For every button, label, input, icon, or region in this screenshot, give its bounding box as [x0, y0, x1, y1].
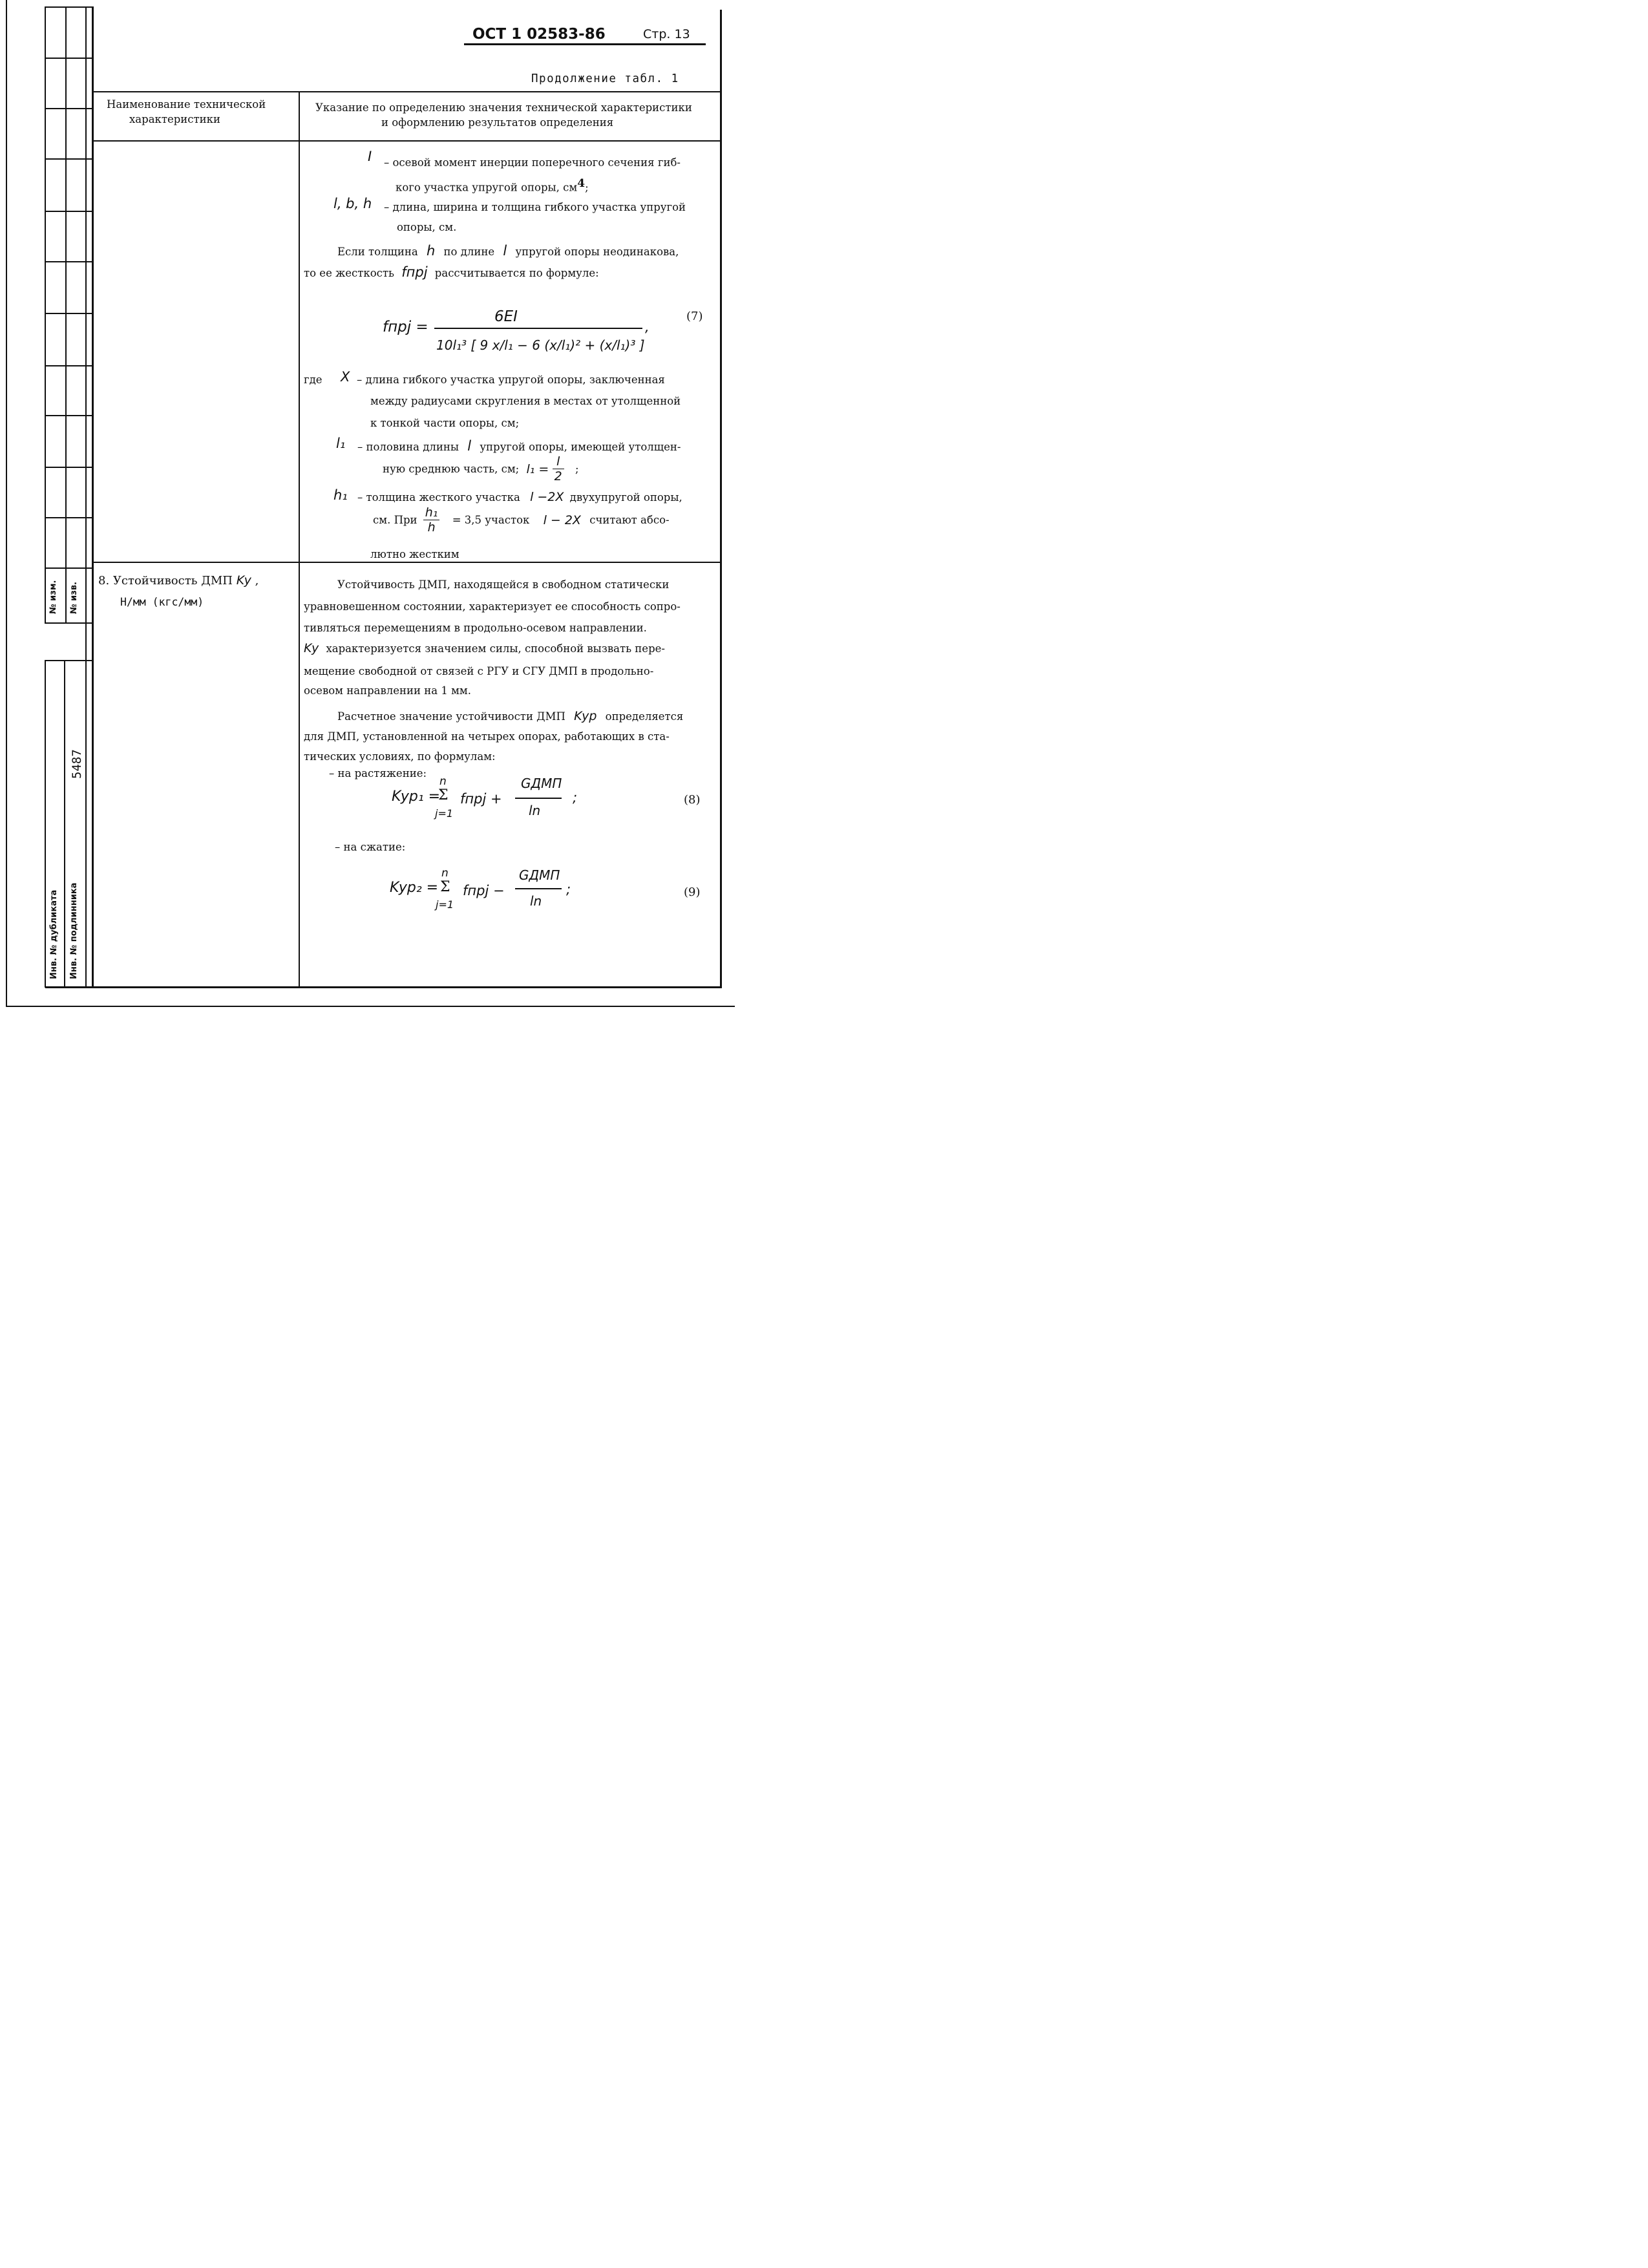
table-top-rule — [92, 91, 722, 92]
row8-p3-line1: Расчетное значение устойчивости ДМП Kyp определяется — [337, 709, 684, 723]
sheet-bottom-border — [45, 986, 722, 988]
formula7-denominator: 10l₁³ [ 9 x/l₁ − 6 (x/l₁)² + (x/l₁)³ ] — [436, 337, 645, 353]
h1-fraction: $\frac{\text{h₁}}{h}$ — [423, 505, 440, 535]
formula9-numerator: GДМП — [519, 867, 560, 883]
def-lbh-line2: опоры, см. — [397, 221, 457, 233]
formula9-denominator: ln — [530, 893, 542, 909]
sidebar-izv-label: № изв. — [69, 582, 79, 614]
def-I-line1: – осевой момент инерции поперечного сечения гиб- — [384, 156, 681, 169]
table-column-divider — [299, 91, 300, 988]
formula8-tail: ; — [573, 790, 578, 805]
def-l1-line1: – половина длины l упругой опоры, имеющей утолщен- — [357, 438, 681, 454]
frame-left-edge — [6, 0, 7, 1007]
def-I-line2: кого участка упругой опоры, $см^4$; — [396, 177, 589, 194]
symbol-x: X — [341, 369, 350, 385]
formula7-fraction-bar — [434, 328, 642, 329]
row8-p3-line2: для ДМП, установленной на четырех опорах, работающих в ста- — [304, 730, 670, 743]
formula9-sum-symbol: Σ — [440, 879, 450, 895]
row8-p2-line2: мещение свободной от связей с РГУ и СГУ ДМП в продольно- — [304, 665, 654, 677]
compression-label: – на сжатие: — [335, 841, 406, 853]
row8-p1-line3: тивляться перемещениям в продольно-осевом направлении. — [304, 622, 647, 634]
formula8-fraction-bar — [515, 798, 562, 799]
sidebar-inv-number: 5487 — [70, 749, 84, 779]
formula7-tail: , — [645, 319, 650, 335]
row8-p2-line1: Ky характеризуется значением силы, способной вызвать пере- — [304, 641, 665, 655]
page-number: Стр. 13 — [643, 27, 690, 41]
sidebar-inv-dup-label: Инв. № дубликата — [49, 889, 59, 979]
def-lbh-line1: – длина, ширина и толщина гибкого участка упругой — [384, 201, 686, 213]
sheet-right-border — [720, 10, 722, 988]
sidebar-line-b — [45, 661, 46, 988]
def-x-line2: между радиусами скругления в местах от утолщенной — [370, 395, 681, 407]
def-h1-line3: лютно жестким — [370, 548, 460, 560]
sidebar-izm-label: № изм. — [48, 580, 58, 614]
formula9-tail: ; — [566, 882, 571, 897]
sidebar-top-rule — [45, 6, 93, 8]
col1-header-line1: Наименование технической — [107, 98, 266, 111]
def-x-line1: – длина гибкого участка упругой опоры, заключенная — [357, 374, 665, 386]
where-label: где — [304, 374, 322, 386]
table-header-rule — [92, 140, 722, 142]
formula8-term: fпрj + — [460, 791, 502, 807]
formula8-sum-bottom: j=1 — [435, 807, 454, 820]
standard-number: ОСТ 1 02583-86 — [472, 26, 606, 43]
col1-header-line2: характеристики — [129, 113, 220, 125]
col2-header-line1: Указание по определению значения технической характеристики — [315, 101, 692, 114]
symbol-I: I — [368, 149, 372, 164]
def-h1-line1: – толщина жесткого участка l −2X двухупругой опоры, — [357, 490, 682, 504]
sidebar-inv-orig-label: Инв. № подлинника — [69, 882, 79, 979]
formula7-number: (7) — [686, 310, 703, 323]
sidebar-line-c — [65, 6, 67, 624]
formula8-sum-symbol: Σ — [438, 787, 449, 803]
formula7-numerator: 6EI — [494, 308, 518, 325]
def-l1-line2: ную среднюю часть, см; l₁ = $\frac{l}{2}$ ; — [383, 454, 579, 483]
header-underline — [464, 43, 706, 45]
l1-fraction: $\frac{l}{2}$ — [553, 454, 564, 483]
formula8-sum-top: n — [439, 775, 447, 788]
row8-name-line2: Н/мм (кгс/мм) — [120, 596, 204, 608]
def-h1-line2: см. При $\frac{\text{h₁}}{h}$ = 3,5 участок l − 2X считают абсо- — [373, 505, 670, 535]
formula7-lhs: fпрj = — [383, 319, 428, 335]
para-thickness-line2: то ее жесткость fпрj рассчитывается по формуле: — [304, 264, 599, 280]
formula9-term: fпрj − — [463, 883, 505, 898]
formula9-sum-top: n — [441, 867, 449, 880]
table-row-divider — [92, 562, 722, 563]
table-continuation-label: Продолжение табл. 1 — [531, 72, 679, 85]
row8-p1-line1: Устойчивость ДМП, находящейся в свободном статически — [337, 578, 670, 591]
formula8-numerator: GДМП — [521, 776, 562, 791]
para-thickness-line1: Если толщина h по длине l упругой опоры неодинакова, — [337, 243, 679, 259]
frame-bottom-edge — [6, 1006, 735, 1007]
sidebar-line-e — [85, 6, 87, 988]
row8-p2-line3: осевом направлении на 1 мм. — [304, 684, 471, 697]
def-x-line3: к тонкой части опоры, см; — [370, 417, 520, 429]
formula8-lhs: Kyp₁ = — [392, 789, 441, 805]
sidebar-line-f — [92, 6, 94, 988]
row8-name-line1: 8. Устойчивость ДМП Ky , — [98, 573, 259, 588]
formula8-denominator: ln — [529, 803, 541, 818]
formula9-lhs: Kyp₂ = — [390, 880, 439, 896]
symbol-h1: h₁ — [333, 487, 348, 503]
tension-label: – на растяжение: — [329, 767, 427, 779]
formula9-number: (9) — [684, 885, 701, 899]
row8-p3-line3: тических условиях, по формулам: — [304, 750, 496, 763]
symbol-lbh: l, b, h — [333, 196, 372, 211]
formula9-fraction-bar — [515, 888, 562, 889]
formula9-sum-bottom: j=1 — [436, 898, 454, 911]
symbol-l1: l₁ — [336, 436, 346, 451]
sidebar-line-a — [45, 6, 46, 624]
formula8-number: (8) — [684, 793, 701, 807]
col2-header-line2: и оформлению результатов определения — [381, 116, 614, 129]
row8-p1-line2: уравновешенном состоянии, характеризует ее способность сопро- — [304, 600, 681, 613]
sidebar-line-d — [64, 661, 65, 988]
